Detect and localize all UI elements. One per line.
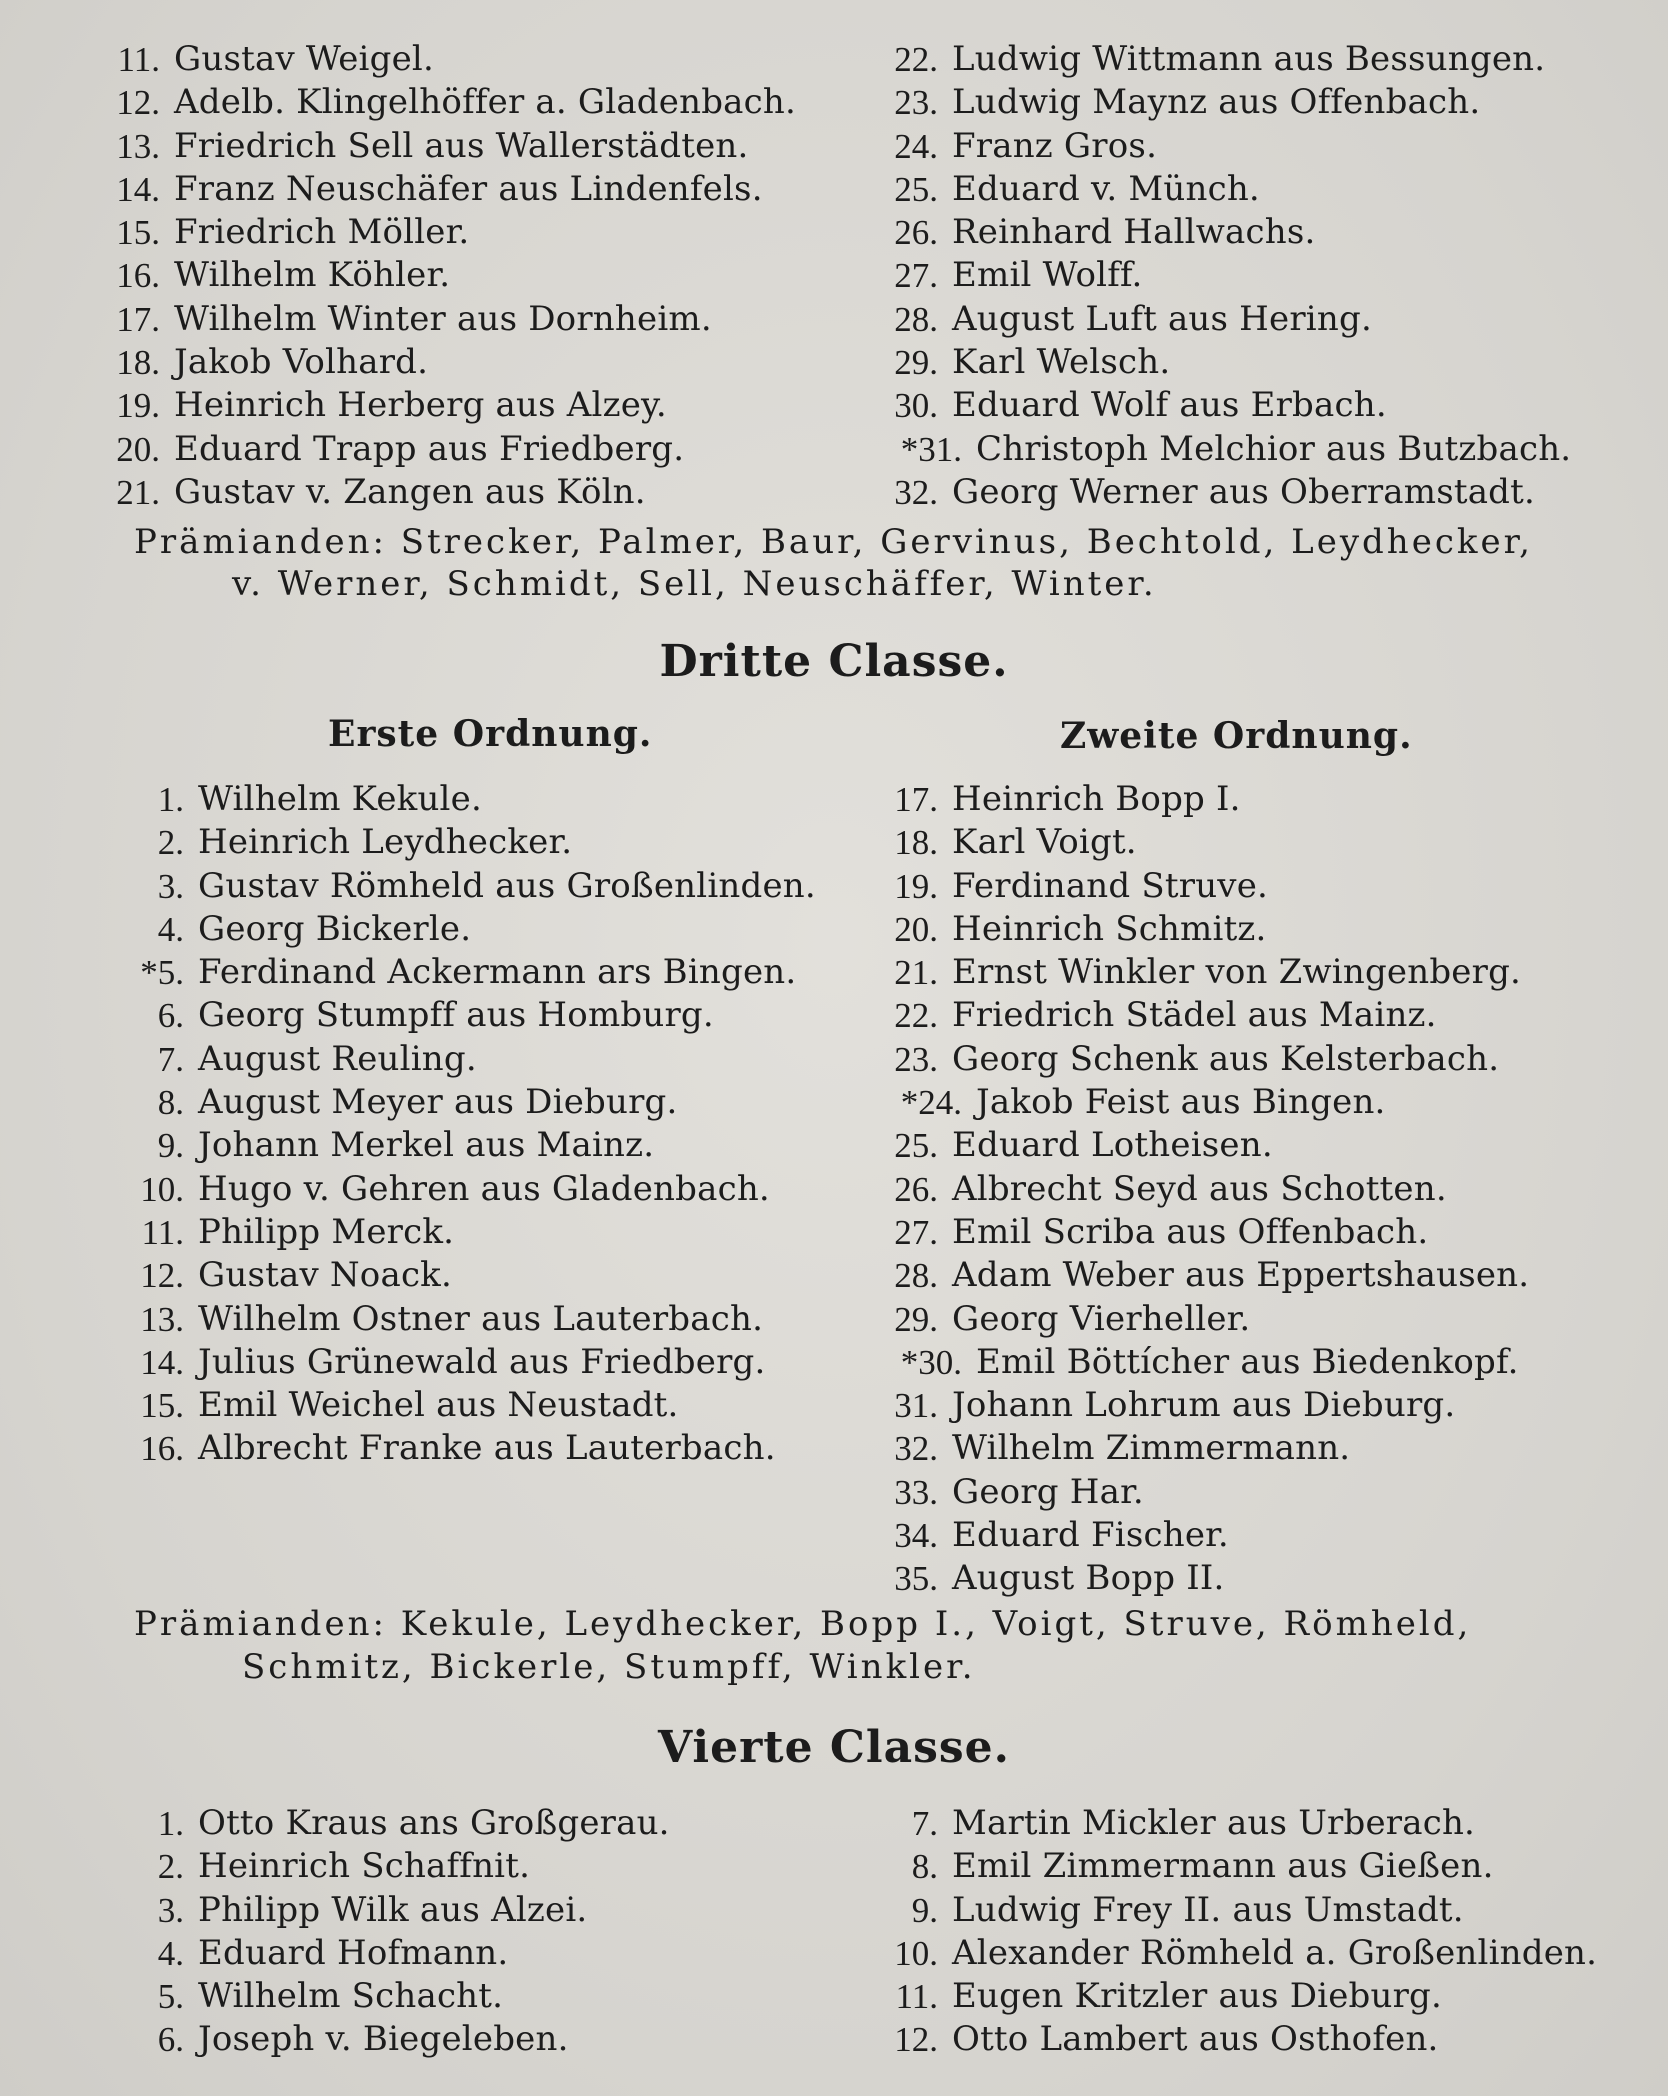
list-item-number: 16.	[140, 1429, 184, 1469]
list-item	[878, 1298, 1658, 1341]
list-item-name: Adelb. Klingelhöffer a. Gladenbach.	[174, 82, 796, 123]
list-item-name: Georg Bickerle.	[198, 908, 472, 949]
list-item-name: Joseph v. Biegeleben.	[198, 2019, 569, 2060]
list-item-number: 31.	[894, 1386, 938, 1426]
list-item	[124, 1802, 884, 1845]
list-item	[124, 865, 884, 908]
list-item	[878, 1124, 1658, 1167]
list-item	[878, 341, 1658, 384]
list-item	[878, 1168, 1658, 1211]
list-item-name: Jakob Volhard.	[174, 342, 429, 383]
list-item-number: 26.	[894, 213, 938, 253]
list-item-number: 12.	[140, 1256, 184, 1296]
list-item-number: 12.	[894, 2020, 938, 2060]
list-item-name: Ernst Winkler von Zwingenberg.	[952, 952, 1522, 993]
list-item-number: 9.	[157, 1126, 184, 1166]
list-item-name: Philipp Wilk aus Alzei.	[198, 1889, 588, 1930]
list-item-number: 29.	[894, 1299, 938, 1339]
list-item-name: Wilhelm Ostner aus Lauterbach.	[198, 1298, 764, 1339]
list-item-number: *24.	[900, 1083, 962, 1123]
list-item-name: Karl Welsch.	[952, 342, 1171, 383]
list-item-number: 7.	[157, 1039, 184, 1079]
subheading-erste-ordnung: Erste Ordnung.	[328, 713, 653, 755]
list-item-name: Ferdinand Ackermann ars Bingen.	[198, 952, 797, 993]
list-item	[124, 1124, 884, 1167]
list-item-name: Alexander Römheld a. Großenlinden.	[952, 1932, 1598, 1973]
list-item-name: Gustav Weigel.	[174, 39, 434, 79]
list-item	[878, 125, 1658, 168]
list-item	[878, 1427, 1658, 1470]
list-item-number: 18.	[116, 343, 160, 383]
list-item	[124, 1341, 884, 1384]
list-item	[878, 211, 1658, 254]
dritte-left-list	[124, 778, 884, 1471]
list-item-name: Eduard Lotheisen.	[952, 1125, 1273, 1166]
list-item-name: Johann Lohrum aus Dieburg.	[952, 1385, 1456, 1426]
list-item-name: Ferdinand Struve.	[952, 865, 1269, 906]
list-item	[124, 1168, 884, 1211]
list-item-name: August Meyer aus Dieburg.	[198, 1082, 678, 1123]
list-item	[124, 1845, 884, 1888]
list-item	[878, 1932, 1658, 1975]
top-left-list	[100, 38, 880, 514]
list-item-number: 19.	[894, 866, 938, 906]
list-item	[878, 298, 1658, 341]
list-item-name: Georg Schenk aus Kelsterbach.	[952, 1038, 1500, 1079]
list-item-name: Eduard v. Münch.	[952, 168, 1260, 209]
list-item-number: 14.	[116, 169, 160, 209]
list-item-name: Johann Merkel aus Mainz.	[198, 1125, 655, 1166]
list-item-number: 4.	[157, 1933, 184, 1973]
list-item	[878, 951, 1658, 994]
list-item-name: Karl Voigt.	[952, 822, 1137, 863]
list-item	[124, 1889, 884, 1932]
list-item-number: 20.	[116, 429, 160, 469]
list-item	[878, 865, 1658, 908]
list-item-number: 1.	[157, 1804, 184, 1843]
list-item-name: Emil Böttícher aus Biedenkopf.	[976, 1341, 1519, 1382]
list-item-number: 32.	[894, 1429, 938, 1469]
list-item-number: 27.	[894, 1212, 938, 1252]
list-item-number: 15.	[140, 1386, 184, 1426]
list-item-number: 3.	[157, 1890, 184, 1930]
list-item-name: Heinrich Schaffnit.	[198, 1846, 531, 1887]
list-item-name: Georg Werner aus Oberramstadt.	[952, 471, 1536, 512]
list-item	[878, 428, 1658, 471]
list-item-name: Wilhelm Zimmermann.	[952, 1428, 1351, 1469]
list-item	[124, 778, 884, 821]
list-item	[878, 1081, 1658, 1124]
list-item-name: Eduard Fischer.	[952, 1515, 1229, 1556]
list-item-name: Philipp Merck.	[198, 1211, 455, 1252]
list-item-number: 17.	[116, 299, 160, 339]
list-item	[878, 1975, 1658, 2018]
list-item-number: 13.	[116, 126, 160, 166]
list-item-number: 27.	[894, 256, 938, 296]
list-item-number: 28.	[894, 299, 938, 339]
list-item-name: Friedrich Sell aus Wallerstädten.	[174, 125, 749, 166]
list-item	[124, 1975, 884, 2018]
list-item	[100, 254, 880, 297]
list-item	[878, 168, 1658, 211]
list-item-number: 13.	[140, 1299, 184, 1339]
list-item-number: 23.	[894, 1039, 938, 1079]
list-item	[878, 1802, 1658, 1845]
list-item	[878, 1038, 1658, 1081]
list-item	[100, 211, 880, 254]
list-item	[878, 471, 1658, 514]
list-item-number: 32.	[894, 472, 938, 512]
list-item-number: 1.	[157, 780, 184, 819]
list-item-name: Georg Stumpff aus Homburg.	[198, 995, 714, 1036]
list-item-name: Eduard Hofmann.	[198, 1932, 509, 1973]
list-item-number: 11.	[141, 1212, 184, 1252]
section-heading-dritte-classe: Dritte Classe.	[659, 636, 1009, 687]
list-item	[878, 1211, 1658, 1254]
list-item-number: 25.	[894, 169, 938, 209]
list-item	[124, 951, 884, 994]
list-item	[124, 1081, 884, 1124]
list-item-number: *5.	[140, 953, 184, 993]
list-item	[100, 168, 880, 211]
list-item	[878, 821, 1658, 864]
list-item	[124, 1384, 884, 1427]
list-item	[124, 1427, 884, 1470]
list-item-number: 3.	[157, 866, 184, 906]
list-item-number: 22.	[894, 40, 938, 79]
list-item-number: 8.	[911, 1847, 938, 1887]
list-item-name: Gustav v. Zangen aus Köln.	[174, 471, 646, 512]
list-item	[124, 994, 884, 1037]
list-item	[124, 1298, 884, 1341]
list-item-name: Reinhard Hallwachs.	[952, 212, 1316, 253]
list-item	[878, 1889, 1658, 1932]
list-item-name: Franz Neuschäfer aus Lindenfels.	[174, 168, 763, 209]
list-item-number: 33.	[894, 1472, 938, 1512]
list-item-number: 16.	[116, 256, 160, 296]
list-item	[124, 2018, 884, 2061]
list-item-name: Otto Lambert aus Osthofen.	[952, 2019, 1439, 2060]
list-item-name: Heinrich Herberg aus Alzey.	[174, 385, 667, 426]
list-item-number: 15.	[116, 213, 160, 253]
list-item	[124, 1038, 884, 1081]
list-item-number: 14.	[140, 1342, 184, 1382]
list-item-name: Heinrich Schmitz.	[952, 908, 1267, 949]
list-item-name: Albrecht Franke aus Lauterbach.	[198, 1428, 776, 1469]
list-item	[100, 384, 880, 427]
list-item-name: Ludwig Wittmann aus Bessungen.	[952, 39, 1546, 79]
list-item-number: 17.	[894, 780, 938, 819]
list-item	[100, 341, 880, 384]
list-item-name: Ludwig Frey II. aus Umstadt.	[952, 1889, 1464, 1930]
list-item-name: Emil Zimmermann aus Gießen.	[952, 1846, 1494, 1887]
list-item-number: 29.	[894, 343, 938, 383]
list-item-name: Wilhelm Kekule.	[198, 779, 482, 819]
list-item-number: 35.	[894, 1559, 938, 1599]
list-item-number: 7.	[911, 1804, 938, 1843]
list-item	[100, 125, 880, 168]
list-item	[878, 908, 1658, 951]
vierte-right-list	[878, 1802, 1658, 2062]
list-item-name: Heinrich Leydhecker.	[198, 822, 573, 863]
list-item	[878, 38, 1658, 81]
list-item	[878, 81, 1658, 124]
list-item-name: Martin Mickler aus Urberach.	[952, 1803, 1476, 1843]
list-item	[124, 1254, 884, 1297]
list-item-number: 6.	[157, 996, 184, 1036]
list-item	[878, 994, 1658, 1037]
list-item-number: 11.	[895, 1977, 938, 2017]
list-item-number: 26.	[894, 1169, 938, 1209]
list-item-name: August Reuling.	[198, 1038, 477, 1079]
list-item-number: 12.	[116, 83, 160, 123]
list-item-name: Wilhelm Schacht.	[198, 1976, 504, 2017]
list-item	[878, 384, 1658, 427]
list-item-name: August Bopp II.	[952, 1558, 1225, 1599]
list-item-number: 5.	[157, 1977, 184, 2017]
list-item-number: 24.	[894, 126, 938, 166]
list-item-name: Eduard Wolf aus Erbach.	[952, 385, 1387, 426]
list-item-number: *31.	[900, 429, 962, 469]
list-item	[878, 1384, 1658, 1427]
list-item-name: Georg Vierheller.	[952, 1298, 1251, 1339]
list-item-name: Gustav Noack.	[198, 1255, 452, 1296]
list-item-number: 23.	[894, 83, 938, 123]
list-item-number: 20.	[894, 909, 938, 949]
list-item-number: 21.	[116, 472, 160, 512]
list-item-name: Christoph Melchior aus Butzbach.	[976, 428, 1572, 469]
list-item-number: 30.	[894, 386, 938, 426]
premiands-line: v. Werner, Schmidt, Sell, Neuschäffer, Winter.	[232, 564, 1157, 604]
premiands-line: Schmitz, Bickerle, Stumpff, Winkler.	[242, 1647, 976, 1687]
list-item	[100, 471, 880, 514]
premiands-line: Prämianden: Kekule, Leydhecker, Bopp I., Voigt, Struve, Römheld,	[134, 1604, 1472, 1644]
list-item-number: 4.	[157, 909, 184, 949]
list-item-name: Georg Har.	[952, 1471, 1144, 1512]
list-item-name: Franz Gros.	[952, 125, 1158, 166]
list-item-number: 18.	[894, 823, 938, 863]
list-item-name: Albrecht Seyd aus Schotten.	[952, 1168, 1447, 1209]
list-item-number: 25.	[894, 1126, 938, 1166]
top-right-list	[878, 38, 1658, 514]
list-item	[878, 1514, 1658, 1557]
list-item-name: Gustav Römheld aus Großenlinden.	[198, 865, 816, 906]
list-item-name: Jakob Feist aus Bingen.	[976, 1082, 1386, 1123]
list-item-number: 11.	[117, 40, 160, 79]
premiands-line: Prämianden: Strecker, Palmer, Baur, Gervinus, Bechtold, Leydhecker,	[134, 522, 1533, 562]
list-item-number: 9.	[911, 1890, 938, 1930]
vierte-left-list	[124, 1802, 884, 2062]
list-item	[878, 778, 1658, 821]
subheading-zweite-ordnung: Zweite Ordnung.	[1060, 715, 1413, 757]
list-item-name: Emil Scriba aus Offenbach.	[952, 1211, 1429, 1252]
list-item-number: *30.	[900, 1342, 962, 1382]
list-item	[878, 1557, 1658, 1600]
list-item	[878, 1471, 1658, 1514]
list-item-name: Ludwig Maynz aus Offenbach.	[952, 82, 1481, 123]
dritte-right-list	[878, 778, 1658, 1601]
list-item-number: 2.	[157, 823, 184, 863]
list-item-name: Otto Kraus ans Großgerau.	[198, 1803, 670, 1843]
list-item-number: 22.	[894, 996, 938, 1036]
list-item-name: Emil Wolff.	[952, 255, 1143, 296]
list-item-name: Heinrich Bopp I.	[952, 779, 1241, 819]
list-item-name: Friedrich Möller.	[174, 212, 470, 253]
list-item	[124, 1932, 884, 1975]
list-item-name: Emil Weichel aus Neustadt.	[198, 1385, 679, 1426]
list-item-name: Eugen Kritzler aus Dieburg.	[952, 1976, 1443, 2017]
list-item	[100, 38, 880, 81]
list-item	[124, 1211, 884, 1254]
list-item-number: 19.	[116, 386, 160, 426]
list-item	[878, 254, 1658, 297]
list-item	[878, 1341, 1658, 1384]
list-item-name: Wilhelm Köhler.	[174, 255, 451, 296]
list-item-number: 8.	[157, 1083, 184, 1123]
list-item-number: 10.	[140, 1169, 184, 1209]
list-item-name: Eduard Trapp aus Friedberg.	[174, 428, 685, 469]
list-item	[878, 1845, 1658, 1888]
list-item-number: 34.	[894, 1516, 938, 1556]
list-item-number: 6.	[157, 2020, 184, 2060]
list-item	[100, 428, 880, 471]
list-item-number: 10.	[894, 1933, 938, 1973]
list-item-name: Julius Grünewald aus Friedberg.	[198, 1341, 766, 1382]
list-item	[100, 298, 880, 341]
list-item	[124, 821, 884, 864]
list-item-name: August Luft aus Hering.	[952, 298, 1372, 339]
list-item-name: Adam Weber aus Eppertshausen.	[952, 1255, 1530, 1296]
list-item-number: 28.	[894, 1256, 938, 1296]
list-item-name: Friedrich Städel aus Mainz.	[952, 995, 1437, 1036]
list-item-name: Hugo v. Gehren aus Gladenbach.	[198, 1168, 770, 1209]
list-item-number: 21.	[894, 953, 938, 993]
list-item-name: Wilhelm Winter aus Dornheim.	[174, 298, 712, 339]
list-item-number: 2.	[157, 1847, 184, 1887]
list-item	[878, 2018, 1658, 2061]
list-item	[878, 1254, 1658, 1297]
section-heading-vierte-classe: Vierte Classe.	[658, 1722, 1010, 1773]
list-item	[124, 908, 884, 951]
list-item	[100, 81, 880, 124]
